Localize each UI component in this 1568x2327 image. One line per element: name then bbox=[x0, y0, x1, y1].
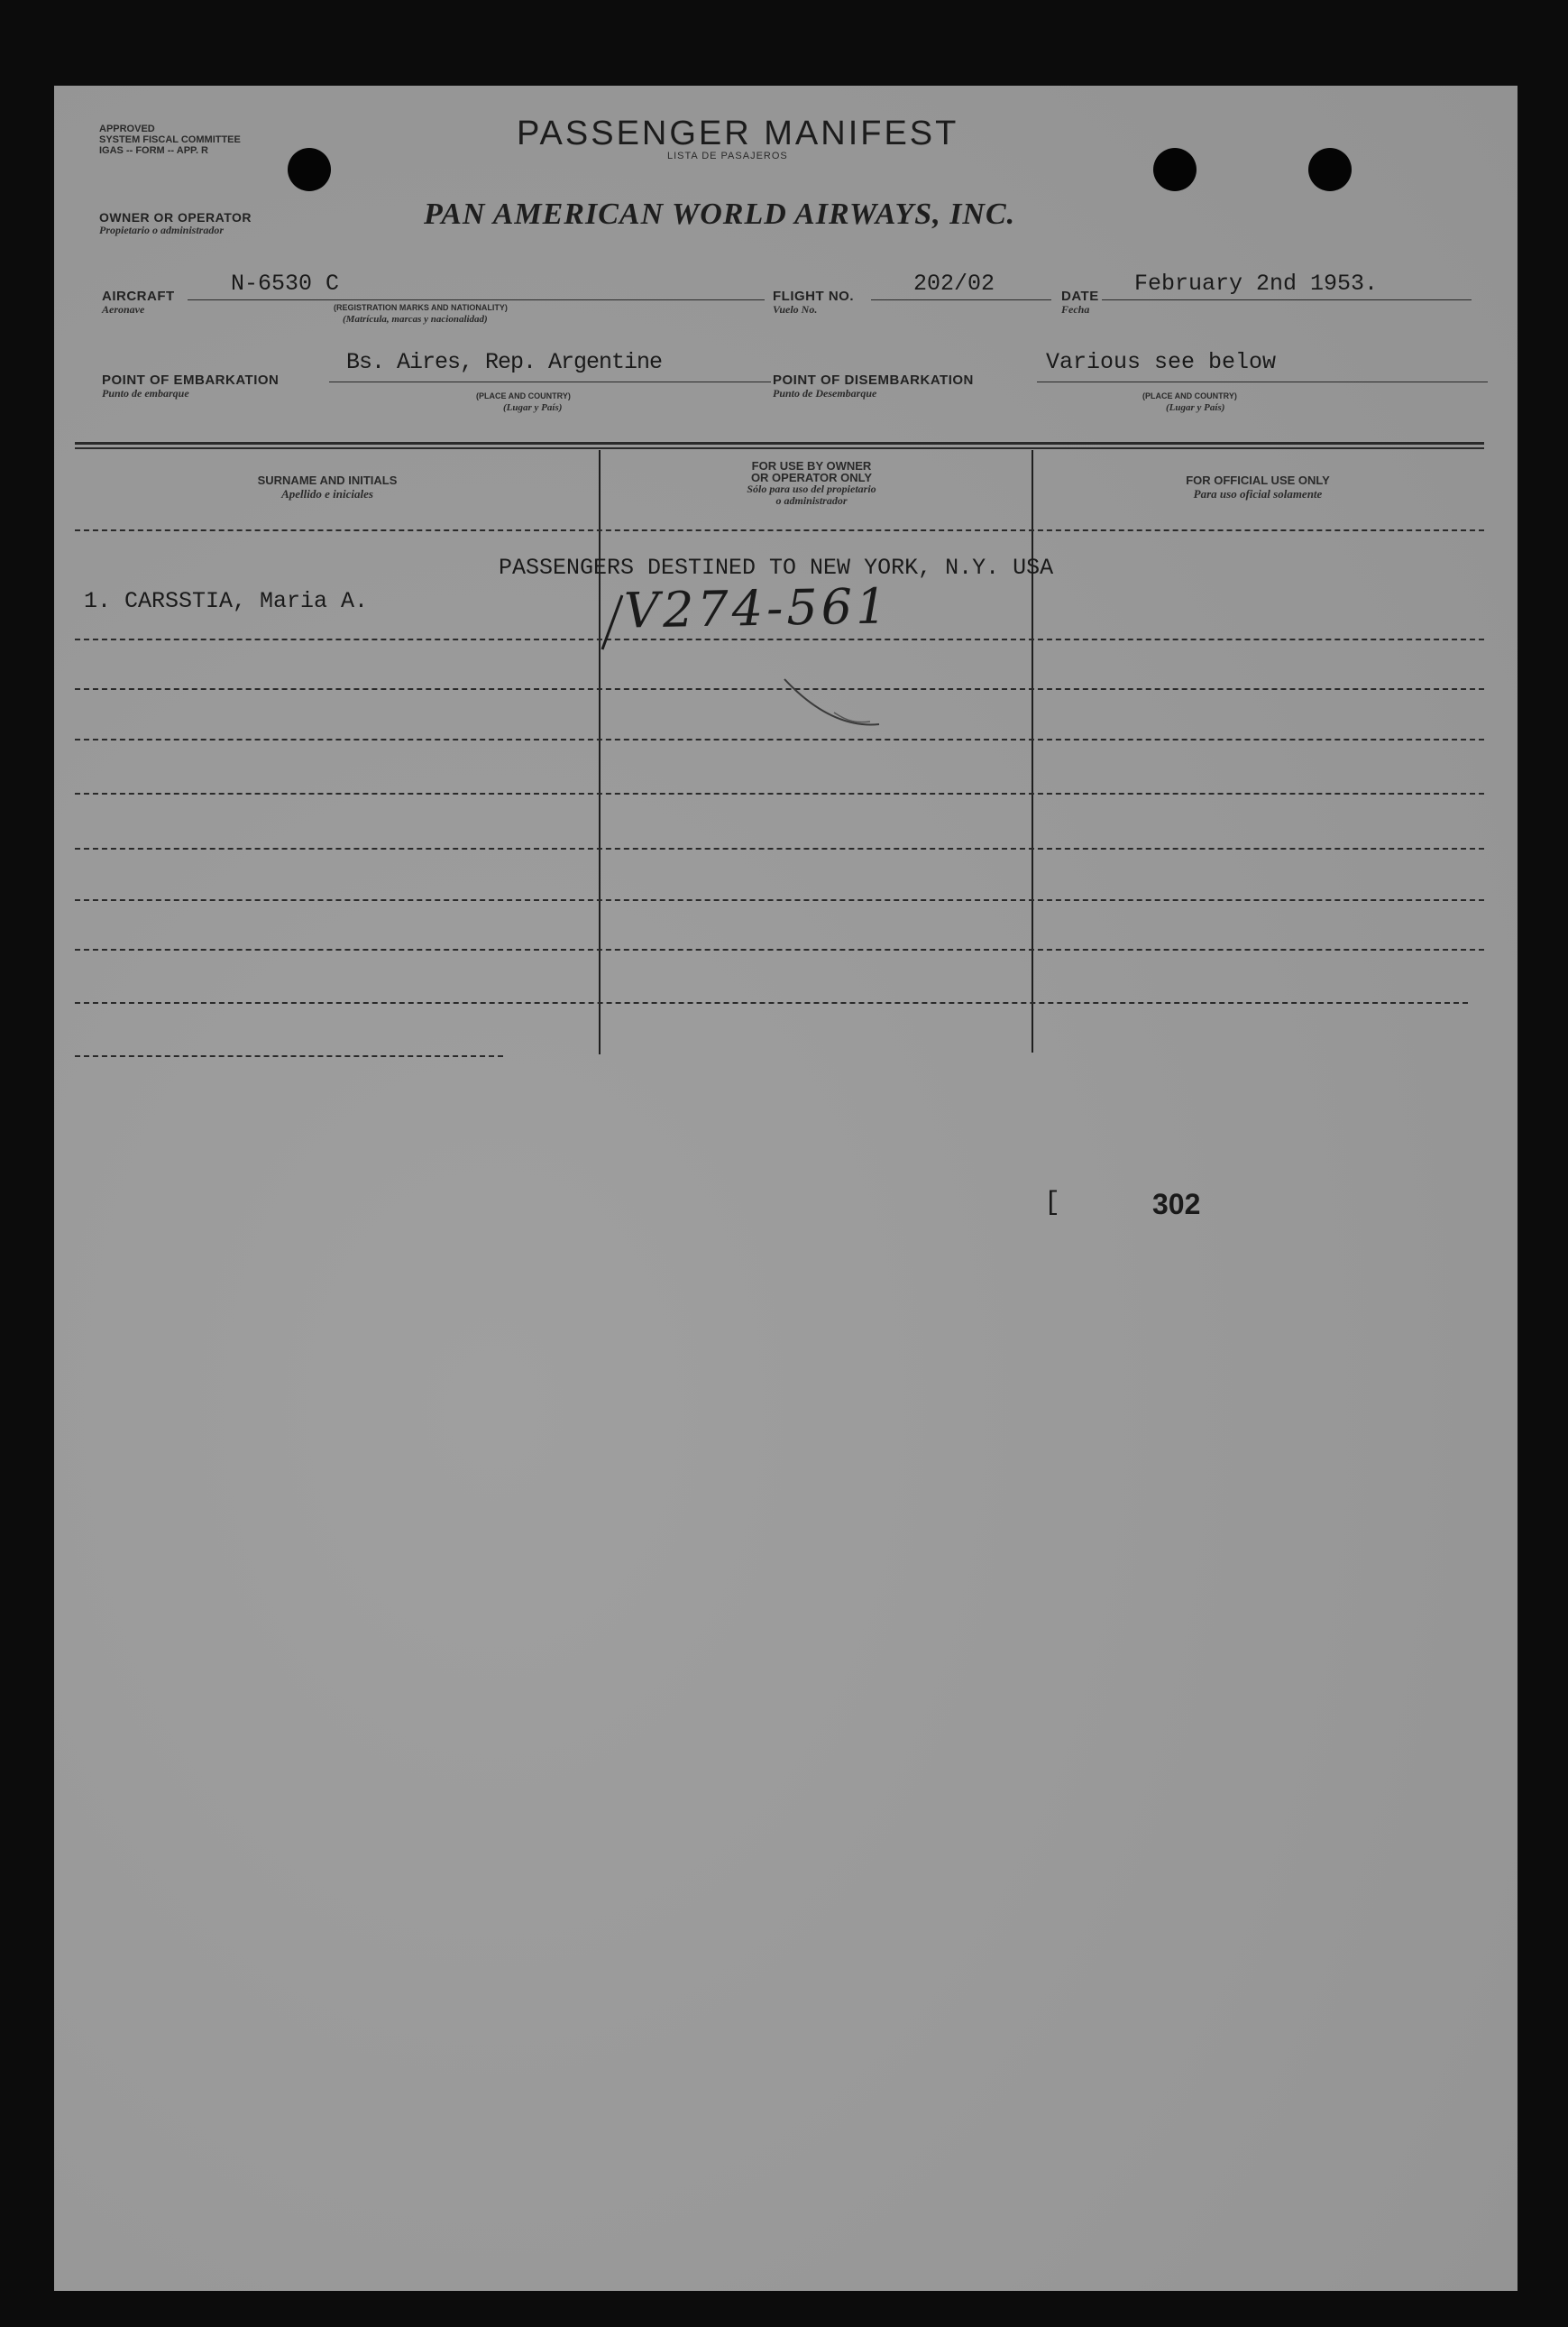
row-rule bbox=[75, 899, 1484, 901]
column-title-es: Apellido e iniciales bbox=[281, 487, 373, 501]
page-title-es: LISTA DE PASAJEROS bbox=[667, 151, 788, 161]
column-divider bbox=[1032, 450, 1033, 1053]
row-rule bbox=[75, 949, 1484, 951]
column-title-es: Para uso oficial solamente bbox=[1193, 487, 1323, 501]
aircraft-caption: (REGISTRATION MARKS AND NATIONALITY) bbox=[334, 303, 508, 312]
column-header-surname bbox=[75, 474, 580, 501]
embarkation-caption: (PLACE AND COUNTRY) bbox=[476, 391, 571, 400]
column-title: FOR USE BY OWNER bbox=[751, 459, 872, 473]
column-header-official bbox=[1032, 474, 1483, 501]
flight-label-es: Vuelo No. bbox=[773, 303, 818, 316]
aircraft-underline bbox=[188, 299, 765, 300]
column-title-es: Sólo para uso del propietario bbox=[747, 483, 876, 495]
handwritten-stroke bbox=[593, 591, 629, 658]
approval-block bbox=[99, 124, 241, 156]
embarkation-label: POINT OF EMBARKATION bbox=[102, 373, 280, 388]
page-number: 302 bbox=[1152, 1188, 1201, 1220]
row-rule bbox=[75, 793, 1484, 795]
pencil-mark bbox=[780, 672, 915, 740]
approval-line: IGAS -- FORM -- APP. R bbox=[99, 145, 208, 156]
embarkation-label-es: Punto de embarque bbox=[102, 387, 189, 400]
punch-hole bbox=[1308, 148, 1352, 191]
row-rule bbox=[75, 639, 1484, 640]
date-value: February 2nd 1953. bbox=[1134, 271, 1379, 297]
approval-line: SYSTEM FISCAL COMMITTEE bbox=[99, 134, 241, 145]
approval-line: APPROVED bbox=[99, 124, 155, 134]
column-title: FOR OFFICIAL USE ONLY bbox=[1186, 474, 1330, 487]
column-header-operator bbox=[600, 460, 1023, 507]
page-mark: [ bbox=[1044, 1188, 1061, 1219]
column-title: OR OPERATOR ONLY bbox=[750, 471, 873, 484]
aircraft-label: AIRCRAFT bbox=[102, 289, 175, 304]
disembarkation-label: POINT OF DISEMBARKATION bbox=[773, 373, 974, 388]
disembarkation-caption-es: (Lugar y País) bbox=[1166, 402, 1225, 413]
table-top-rule bbox=[75, 442, 1484, 445]
aircraft-label-es: Aeronave bbox=[102, 303, 145, 316]
punch-hole bbox=[288, 148, 331, 191]
destination-note: PASSENGERS DESTINED TO NEW YORK, N.Y. USA bbox=[499, 555, 1054, 581]
flight-underline bbox=[871, 299, 1051, 300]
table-top-rule bbox=[75, 447, 1484, 449]
column-title: SURNAME AND INITIALS bbox=[257, 474, 398, 487]
flight-value: 202/02 bbox=[913, 271, 995, 297]
page-title: PASSENGER MANIFEST bbox=[517, 115, 959, 152]
flight-label: FLIGHT NO. bbox=[773, 289, 854, 304]
disembarkation-value: Various see below bbox=[1046, 349, 1277, 375]
company-name: PAN AMERICAN WORLD AIRWAYS, INC. bbox=[424, 198, 1016, 231]
handwritten-number: V274-561 bbox=[623, 577, 891, 639]
owner-label-es: Propietario o administrador bbox=[99, 224, 225, 236]
owner-label: OWNER OR OPERATOR bbox=[99, 210, 252, 225]
row-rule bbox=[75, 529, 1484, 531]
manifest-sheet bbox=[54, 86, 1518, 2291]
row-rule bbox=[75, 1055, 503, 1057]
column-title-es: o administrador bbox=[775, 494, 848, 507]
date-label-es: Fecha bbox=[1061, 303, 1090, 316]
embarkation-value: Bs. Aires, Rep. Argentine bbox=[346, 349, 663, 375]
disembarkation-label-es: Punto de Desembarque bbox=[773, 387, 877, 400]
disembarkation-caption: (PLACE AND COUNTRY) bbox=[1142, 391, 1237, 400]
aircraft-caption-es: (Matrícula, marcas y nacionalidad) bbox=[343, 314, 488, 325]
date-label: DATE bbox=[1061, 289, 1099, 304]
aircraft-value: N-6530 C bbox=[231, 271, 340, 297]
punch-hole bbox=[1153, 148, 1197, 191]
row-rule bbox=[75, 1002, 1468, 1004]
embarkation-caption-es: (Lugar y País) bbox=[503, 402, 563, 413]
date-underline bbox=[1102, 299, 1472, 300]
passenger-name: 1. CARSSTIA, Maria A. bbox=[84, 588, 369, 614]
row-rule bbox=[75, 848, 1484, 850]
column-divider bbox=[599, 450, 601, 1054]
